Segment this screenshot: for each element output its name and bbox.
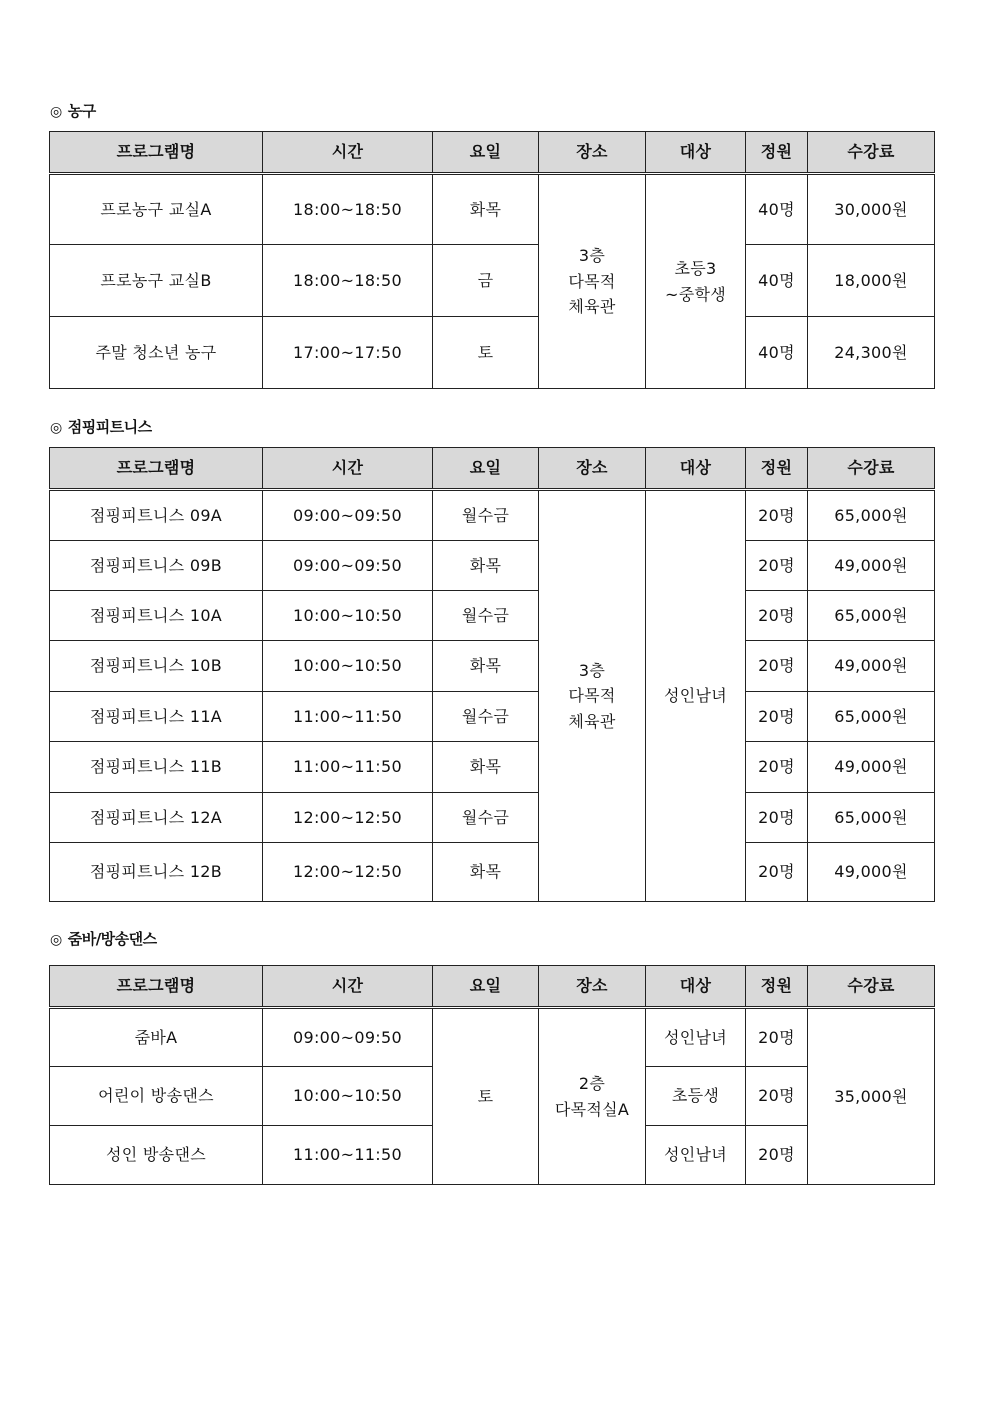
jumping-fitness-table [49, 447, 935, 902]
table-row [50, 490, 935, 541]
program-fee: 49,000원 [808, 541, 935, 591]
program-fee: 35,000원 [808, 1008, 935, 1185]
program-capacity: 20명 [746, 641, 808, 692]
program-time: 11:00~11:50 [263, 1126, 433, 1185]
header-time: 시간 [263, 966, 433, 1008]
program-time: 18:00~18:50 [263, 245, 433, 317]
program-name: 점핑피트니스 09B [50, 541, 263, 591]
program-name: 점핑피트니스 09A [50, 490, 263, 541]
header-capacity: 정원 [746, 966, 808, 1008]
zumba-dance-table [49, 965, 935, 1185]
table-row [50, 843, 935, 902]
table-row [50, 245, 935, 317]
table-row [50, 641, 935, 692]
program-fee: 30,000원 [808, 174, 935, 245]
section-title-jumping-fitness [50, 416, 152, 437]
header-day: 요일 [433, 132, 539, 174]
bullet-icon: ◎ [50, 104, 62, 120]
table-row [50, 174, 935, 245]
program-target: 성인남녀 [646, 490, 746, 902]
program-time: 09:00~09:50 [263, 541, 433, 591]
section-title-basketball [50, 100, 96, 121]
header-day: 요일 [433, 966, 539, 1008]
program-capacity: 40명 [746, 317, 808, 389]
header-capacity: 정원 [746, 448, 808, 490]
program-day: 토 [433, 317, 539, 389]
program-day: 금 [433, 245, 539, 317]
header-time: 시간 [263, 132, 433, 174]
program-day: 화목 [433, 843, 539, 902]
program-capacity: 20명 [746, 843, 808, 902]
header-day: 요일 [433, 448, 539, 490]
program-time: 10:00~10:50 [263, 591, 433, 641]
table-row [50, 591, 935, 641]
program-time: 18:00~18:50 [263, 174, 433, 245]
header-capacity: 정원 [746, 132, 808, 174]
header-fee: 수강료 [808, 132, 935, 174]
header-target: 대상 [646, 132, 746, 174]
program-day: 월수금 [433, 490, 539, 541]
header-place: 장소 [539, 132, 646, 174]
program-fee: 49,000원 [808, 641, 935, 692]
bullet-icon: ◎ [50, 932, 62, 948]
section-title-text: 점핑피트니스 [67, 418, 152, 436]
table-row [50, 692, 935, 742]
program-name: 줌바A [50, 1008, 263, 1067]
section-title-text: 농구 [67, 102, 96, 120]
bullet-icon: ◎ [50, 420, 62, 436]
program-capacity: 20명 [746, 793, 808, 843]
program-name: 점핑피트니스 12B [50, 843, 263, 902]
program-time: 09:00~09:50 [263, 1008, 433, 1067]
program-name: 프로농구 교실A [50, 174, 263, 245]
program-name: 어린이 방송댄스 [50, 1067, 263, 1126]
program-capacity: 20명 [746, 742, 808, 793]
program-fee: 65,000원 [808, 591, 935, 641]
section-title-zumba-dance [50, 928, 157, 949]
table-row [50, 742, 935, 793]
program-capacity: 20명 [746, 591, 808, 641]
program-capacity: 40명 [746, 245, 808, 317]
basketball-table [49, 131, 935, 389]
program-capacity: 40명 [746, 174, 808, 245]
program-time: 12:00~12:50 [263, 793, 433, 843]
program-time: 11:00~11:50 [263, 742, 433, 793]
program-fee: 24,300원 [808, 317, 935, 389]
header-row [50, 966, 935, 1008]
program-name: 점핑피트니스 12A [50, 793, 263, 843]
program-time: 11:00~11:50 [263, 692, 433, 742]
program-time: 10:00~10:50 [263, 641, 433, 692]
program-day: 화목 [433, 174, 539, 245]
program-name: 프로농구 교실B [50, 245, 263, 317]
program-time: 10:00~10:50 [263, 1067, 433, 1126]
program-name: 점핑피트니스 11B [50, 742, 263, 793]
program-fee: 65,000원 [808, 793, 935, 843]
program-name: 성인 방송댄스 [50, 1126, 263, 1185]
header-place: 장소 [539, 966, 646, 1008]
program-capacity: 20명 [746, 1067, 808, 1126]
program-day: 화목 [433, 641, 539, 692]
program-target: 초등생 [646, 1067, 746, 1126]
program-capacity: 20명 [746, 1126, 808, 1185]
table-row [50, 541, 935, 591]
header-target: 대상 [646, 448, 746, 490]
header-fee: 수강료 [808, 966, 935, 1008]
program-day: 화목 [433, 541, 539, 591]
program-time: 09:00~09:50 [263, 490, 433, 541]
program-name: 점핑피트니스 10B [50, 641, 263, 692]
program-place: 2층 다목적실A [539, 1008, 646, 1185]
program-fee: 49,000원 [808, 742, 935, 793]
section-title-text: 줌바/방송댄스 [67, 930, 157, 948]
program-name: 점핑피트니스 10A [50, 591, 263, 641]
program-capacity: 20명 [746, 490, 808, 541]
program-place: 3층 다목적 체육관 [539, 490, 646, 902]
program-day: 월수금 [433, 591, 539, 641]
program-day: 화목 [433, 742, 539, 793]
program-target: 성인남녀 [646, 1008, 746, 1067]
program-fee: 18,000원 [808, 245, 935, 317]
header-row [50, 132, 935, 174]
program-day: 월수금 [433, 692, 539, 742]
program-day: 월수금 [433, 793, 539, 843]
program-place: 3층 다목적 체육관 [539, 174, 646, 389]
table-row [50, 793, 935, 843]
program-target: 초등3 ~중학생 [646, 174, 746, 389]
program-fee: 49,000원 [808, 843, 935, 902]
program-fee: 65,000원 [808, 490, 935, 541]
header-row [50, 448, 935, 490]
program-name: 점핑피트니스 11A [50, 692, 263, 742]
header-program-name: 프로그램명 [50, 448, 263, 490]
program-capacity: 20명 [746, 1008, 808, 1067]
program-time: 17:00~17:50 [263, 317, 433, 389]
header-program-name: 프로그램명 [50, 132, 263, 174]
program-day: 토 [433, 1008, 539, 1185]
program-time: 12:00~12:50 [263, 843, 433, 902]
program-fee: 65,000원 [808, 692, 935, 742]
header-time: 시간 [263, 448, 433, 490]
program-target: 성인남녀 [646, 1126, 746, 1185]
program-name: 주말 청소년 농구 [50, 317, 263, 389]
program-capacity: 20명 [746, 541, 808, 591]
table-row [50, 1008, 935, 1067]
header-target: 대상 [646, 966, 746, 1008]
program-capacity: 20명 [746, 692, 808, 742]
table-row [50, 317, 935, 389]
header-program-name: 프로그램명 [50, 966, 263, 1008]
header-place: 장소 [539, 448, 646, 490]
header-fee: 수강료 [808, 448, 935, 490]
